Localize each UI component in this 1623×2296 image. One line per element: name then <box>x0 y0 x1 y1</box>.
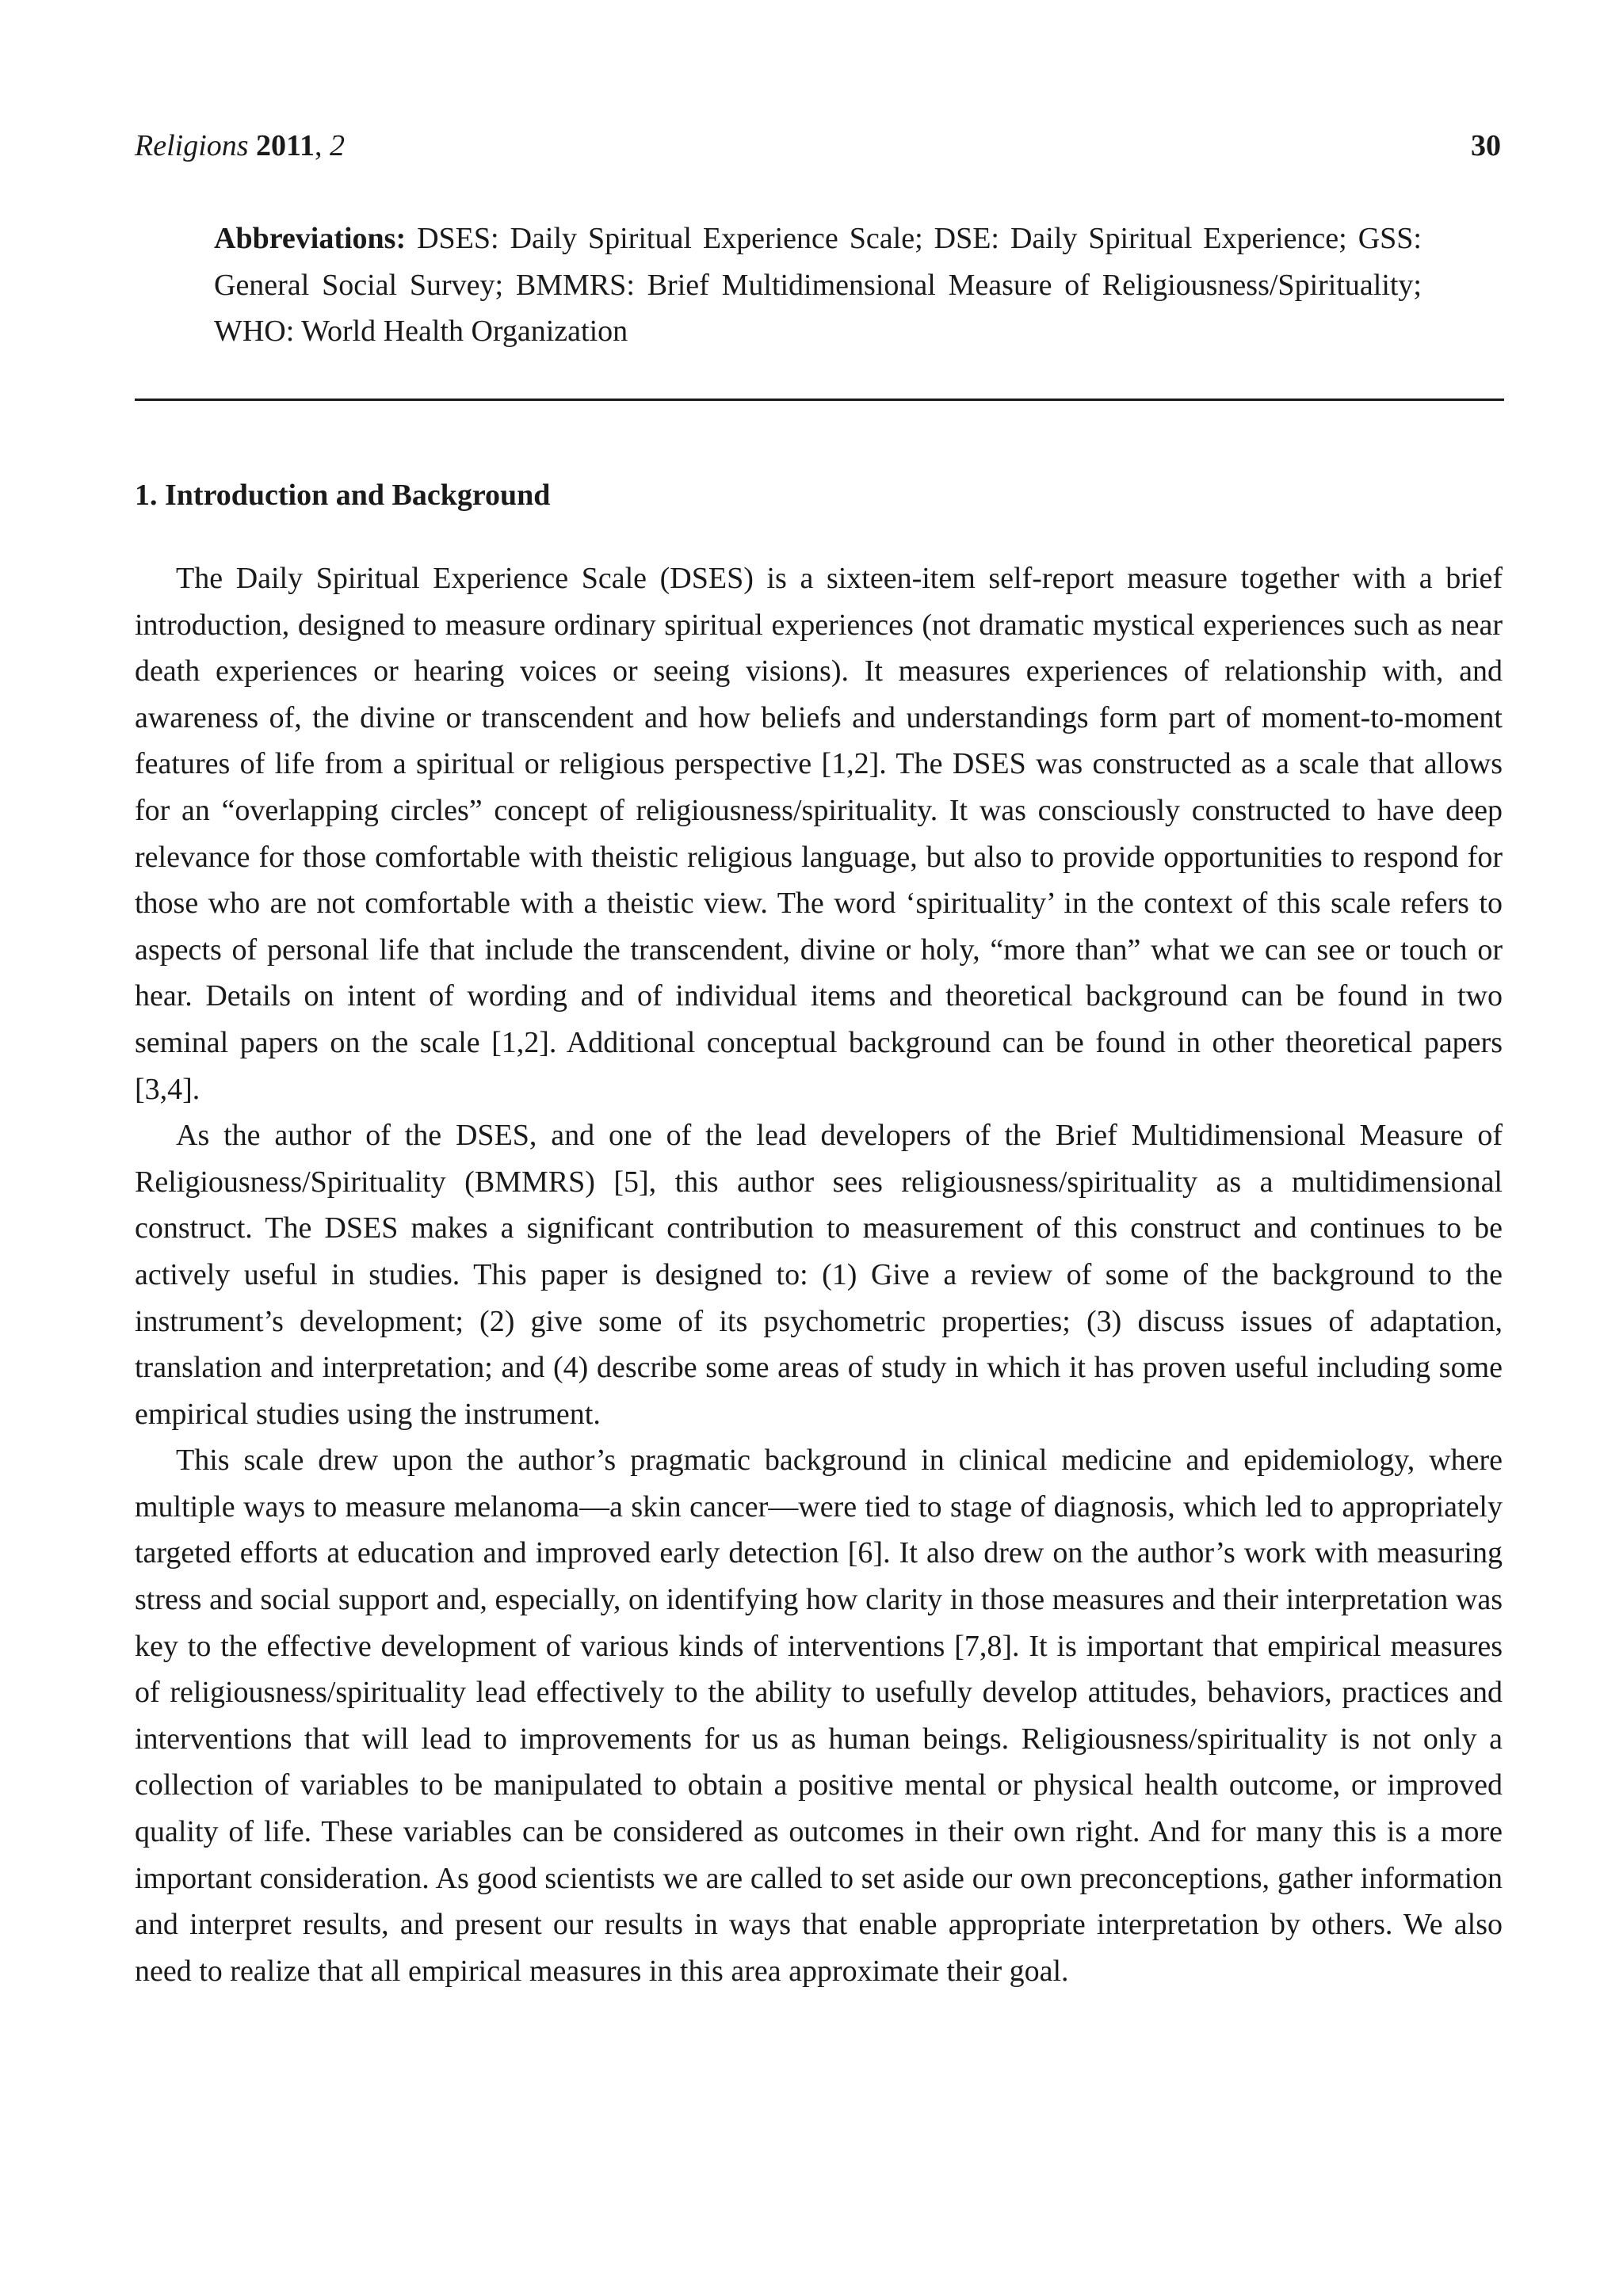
journal-volume: 2 <box>329 129 345 162</box>
section-heading: 1. Introduction and Background <box>135 479 551 512</box>
paragraph-2: As the author of the DSES, and one of the lead developers of the Brief Multidimensional Measure of Religiousness/Spirituality (BMMRS) [5], this author sees religiousness/spirituality as a multidimensional construct. The DSES makes a significant contribution to measurement of this construct and continues to be actively useful in studies. This paper is designed to: (1) Give a review of some of the background to the instrument’s development; (2) give some of its psychometric properties; (3) discuss issues of adaptation, translation and interpretation; and (4) describe some areas of study in which it has proven useful including some empirical studies using the instrument. <box>135 1119 1503 1431</box>
body-text <box>135 555 1503 1994</box>
journal-citation: Religions 2011, 2 <box>135 129 345 162</box>
page-number: 30 <box>1471 129 1501 162</box>
abbreviations-text: DSES: Daily Spiritual Experience Scale; DSE: Daily Spiritual Experience; GSS: General Social Survey; BMMRS: Brief Multidimensional Measure of Religiousness/Spirituality; WHO: World Health Organization <box>214 222 1422 348</box>
abbreviations-label: Abbreviations: <box>214 222 407 255</box>
journal-year: 2011 <box>256 129 315 162</box>
abbreviations-block <box>214 215 1422 355</box>
journal-name: Religions <box>135 129 249 162</box>
section-divider <box>135 399 1504 401</box>
running-header <box>135 124 1501 168</box>
paragraph-1: The Daily Spiritual Experience Scale (DSES) is a sixteen-item self-report measure together with a brief introduction, designed to measure ordinary spiritual experiences (not dramatic mystical experiences such as near death experiences or hearing voices or seeing visions). It measures experiences of relationship with, and awareness of, the divine or transcendent and how beliefs and understandings form part of moment-to-moment features of life from a spiritual or religious perspective [1,2]. The DSES was constructed as a scale that allows for an “overlapping circles” concept of religiousness/spirituality. It was consciously constructed to have deep relevance for those comfortable with theistic religious language, but also to provide opportunities to respond for those who are not comfortable with a theistic view. The word ‘spirituality’ in the context of this scale refers to aspects of personal life that include the transcendent, divine or holy, “more than” what we can see or touch or hear. Details on intent of wording and of individual items and theoretical background can be found in two seminal papers on the scale [1,2]. Additional conceptual background can be found in other theoretical papers [3,4]. <box>135 562 1503 1106</box>
paragraph-3: This scale drew upon the author’s pragmatic background in clinical medicine and epidemiology, where multiple ways to measure melanoma—a skin cancer—were tied to stage of diagnosis, which led to appropriately targeted efforts at education and improved early detection [6]. It also drew on the author’s work with measuring stress and social support and, especially, on identifying how clarity in those measures and their interpretation was key to the effective development of various kinds of interventions [7,8]. It is important that empirical measures of religiousness/spirituality lead effectively to the ability to usefully develop attitudes, behaviors, practices and interventions that will lead to improvements for us as human beings. Religiousness/spirituality is not only a collection of variables to be manipulated to obtain a positive mental or physical health outcome, or improved quality of life. These variables can be considered as outcomes in their own right. And for many this is a more important consideration. As good scientists we are called to set aside our own preconceptions, gather information and interpret results, and present our results in ways that enable appropriate interpretation by others. We also need to realize that all empirical measures in this area approximate their goal. <box>135 1444 1503 1988</box>
